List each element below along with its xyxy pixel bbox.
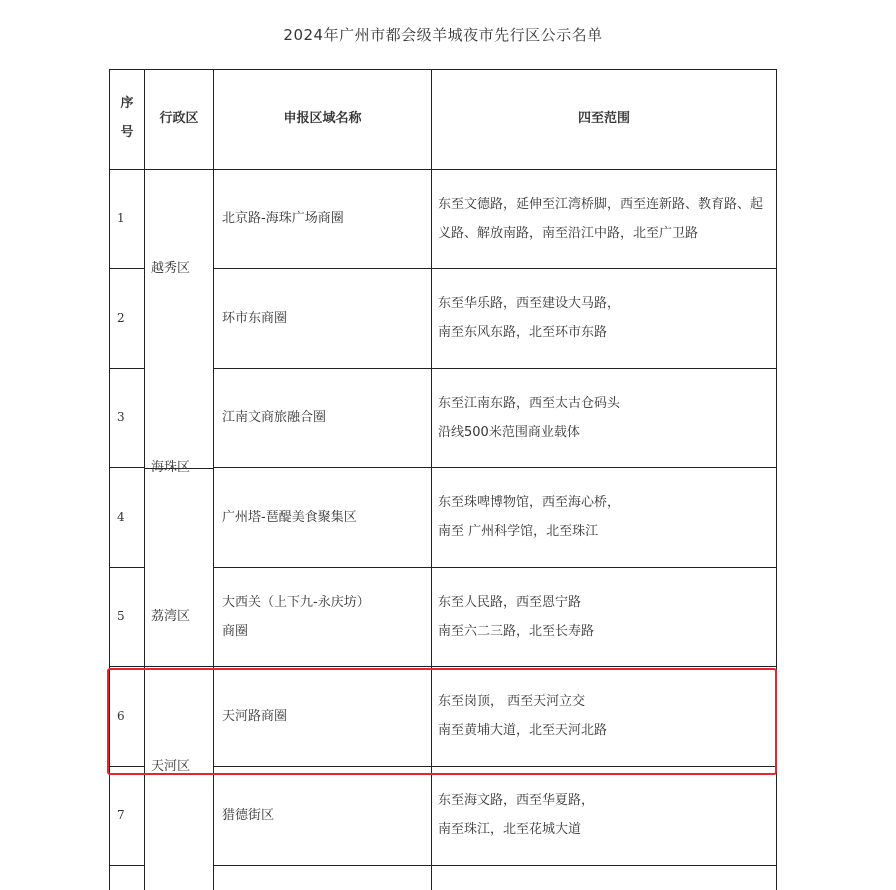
row-index: 7: [117, 808, 125, 822]
row-name: 广州塔-琶醍美食聚集区: [222, 510, 357, 525]
row-divider: [213, 467, 777, 468]
row-name: 天河路商圈: [222, 709, 288, 724]
row-scope-line: 东至江南东路，西至太古仓码头: [438, 396, 621, 411]
row-index: 6: [117, 709, 125, 723]
row-scope-line: 南至六二三路，北至长寿路: [438, 624, 595, 639]
row-divider: [213, 368, 777, 369]
row-scope-line: 义路、解放南路，南至沿江中路，北至广卫路: [438, 226, 699, 241]
row-scope-line: 东至人民路，西至恩宁路: [438, 595, 582, 610]
header-district: 行政区: [159, 111, 199, 126]
row-scope-line: 东至文德路，延伸至江湾桥脚，西至连新路、教育路、起: [438, 197, 764, 212]
page-title: 2024年广州市都会级羊城夜市先行区公示名单: [283, 26, 603, 44]
district-haizhu: 海珠区: [151, 460, 191, 475]
row-scope-line: 东至岗顶， 西至天河立交: [438, 694, 586, 709]
row-index: 2: [117, 311, 125, 325]
header-name: 申报区域名称: [283, 111, 362, 126]
row-scope-line: 东至珠啤博物馆，西至海心桥，: [438, 495, 621, 510]
header-index-line: 序: [120, 96, 134, 111]
row-index: 5: [117, 609, 125, 623]
row-divider: [109, 567, 144, 568]
district-liwan: 荔湾区: [151, 609, 191, 624]
row-index: 3: [117, 410, 125, 424]
row-divider: [109, 666, 144, 667]
header-scope: 四至范围: [577, 111, 630, 126]
row-name: 江南文商旅融合圈: [222, 410, 327, 425]
row-divider: [109, 268, 144, 269]
row-scope-line: 南至东风东路，北至环市东路: [438, 325, 608, 340]
header-index: [110, 89, 144, 147]
row-divider: [213, 567, 777, 568]
row-name-line: 大西关（上下九-永庆坊）: [222, 595, 370, 610]
row-index: 4: [117, 510, 125, 524]
district-tianhe: 天河区: [151, 759, 191, 774]
row-divider: [109, 368, 144, 369]
row-scope-line: 沿线500米范围商业载体: [438, 425, 580, 440]
table-border-top: [109, 69, 777, 70]
row-scope-line: 南至珠江，北至花城大道: [438, 822, 582, 837]
row-divider: [213, 666, 777, 667]
row-name: 环市东商圈: [222, 311, 288, 326]
row-scope-line: 东至海文路，西至华夏路，: [438, 793, 595, 808]
header-index-line: 号: [120, 125, 134, 140]
row-scope-line: 南至黄埔大道，北至天河北路: [438, 723, 608, 738]
header-divider: [109, 169, 777, 170]
row-scope-line: 东至华乐路，西至建设大马路，: [438, 296, 621, 311]
row-divider: [109, 865, 144, 866]
highlight-box: [107, 668, 777, 775]
district-yuexiu: 越秀区: [151, 261, 191, 276]
row-divider: [213, 268, 777, 269]
row-index: 1: [117, 211, 125, 225]
row-divider: [213, 865, 777, 866]
row-scope-line: 南至 广州科学馆，北至珠江: [438, 524, 599, 539]
row-name-line: 商圈: [222, 624, 249, 639]
row-divider: [109, 467, 144, 468]
row-name: 猎德街区: [222, 808, 275, 823]
row-name: 北京路-海珠广场商圈: [222, 211, 344, 226]
district-divider: [144, 666, 213, 667]
